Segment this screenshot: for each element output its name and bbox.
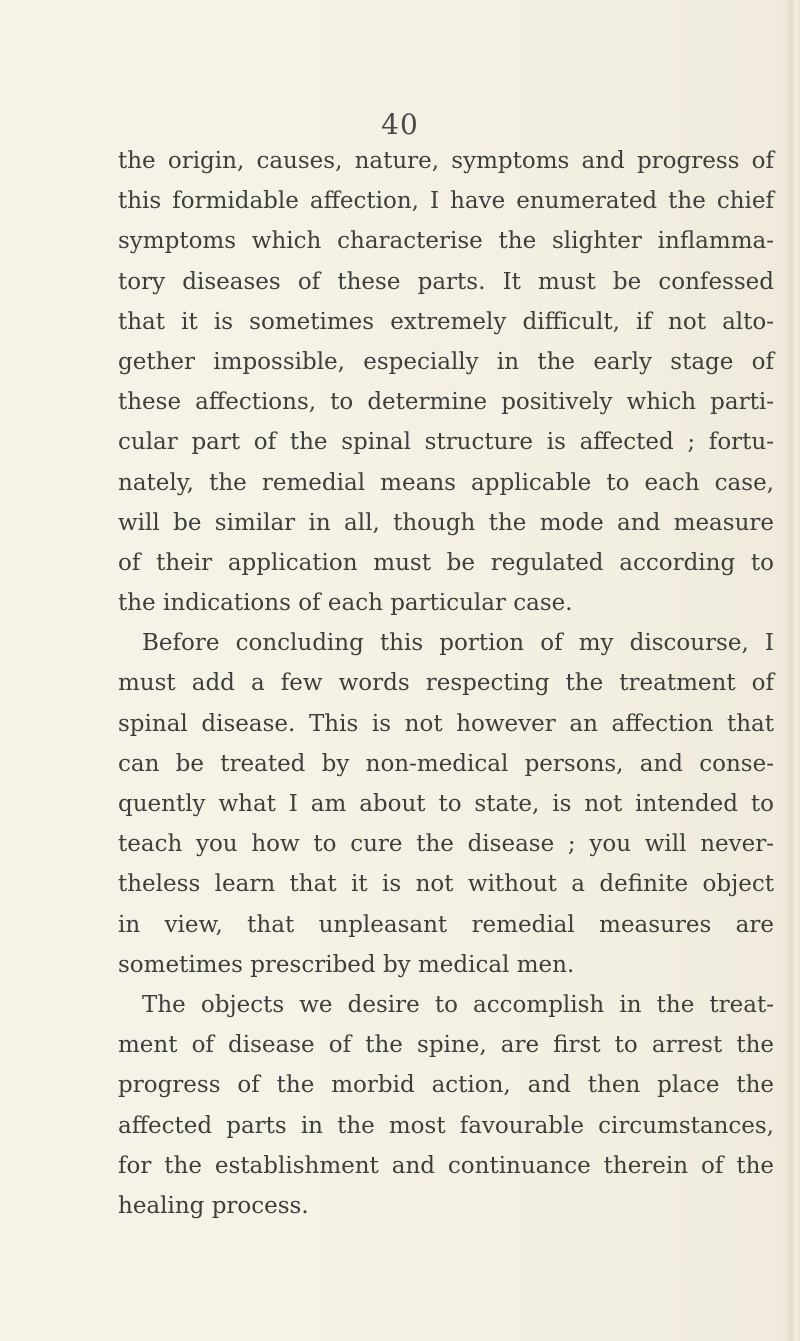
page-edge xyxy=(786,0,800,1341)
text-line: for the establishment and continuance therein of the xyxy=(118,1152,774,1179)
text-line: progress of the morbid action, and then place the xyxy=(118,1072,774,1099)
text-line: must add a few words respecting the treatment of xyxy=(118,670,774,697)
text-line: gether impossible, especially in the early stage of xyxy=(118,348,774,375)
text-line: ment of disease of the spine, are first to arrest the xyxy=(118,1032,774,1059)
text-line: affected parts in the most favourable circumstances, xyxy=(118,1112,774,1139)
text-line: this formidable affection, I have enumerated the chief xyxy=(118,188,774,215)
text-line: tory diseases of these parts. It must be confessed xyxy=(118,268,774,295)
text-line: will be similar in all, though the mode and measure xyxy=(118,509,774,536)
text-line: the origin, causes, nature, symptoms and progress of xyxy=(118,148,774,174)
text-line: these affections, to determine positively which parti- xyxy=(118,389,774,416)
text-line: symptoms which characterise the slighter inflamma- xyxy=(118,228,774,255)
text-line: teach you how to cure the disease ; you will never- xyxy=(118,831,774,858)
text-line: in view, that unpleasant remedial measures are xyxy=(118,911,774,938)
text-line: theless learn that it is not without a definite object xyxy=(118,871,774,898)
text-line: cular part of the spinal structure is affected ; fortu- xyxy=(118,429,774,456)
body-text xyxy=(118,141,774,1226)
text-line: sometimes prescribed by medical men. xyxy=(118,951,575,978)
text-line: healing process. xyxy=(118,1192,309,1219)
text-line: Before concluding this portion of my discourse, I xyxy=(142,630,774,657)
text-line: the indications of each particular case. xyxy=(118,590,573,617)
text-line: can be treated by non-medical persons, and conse- xyxy=(118,750,774,777)
text-line: that it is sometimes extremely difficult, if not alto- xyxy=(118,308,774,335)
text-line: spinal disease. This is not however an affection that xyxy=(118,710,774,737)
page-number: 40 xyxy=(381,108,419,141)
text-line: nately, the remedial means applicable to each case, xyxy=(118,469,774,496)
text-line: of their application must be regulated according to xyxy=(118,549,774,576)
text-line: quently what I am about to state, is not intended to xyxy=(118,791,774,817)
text-line: The objects we desire to accomplish in the treat- xyxy=(142,991,774,1018)
